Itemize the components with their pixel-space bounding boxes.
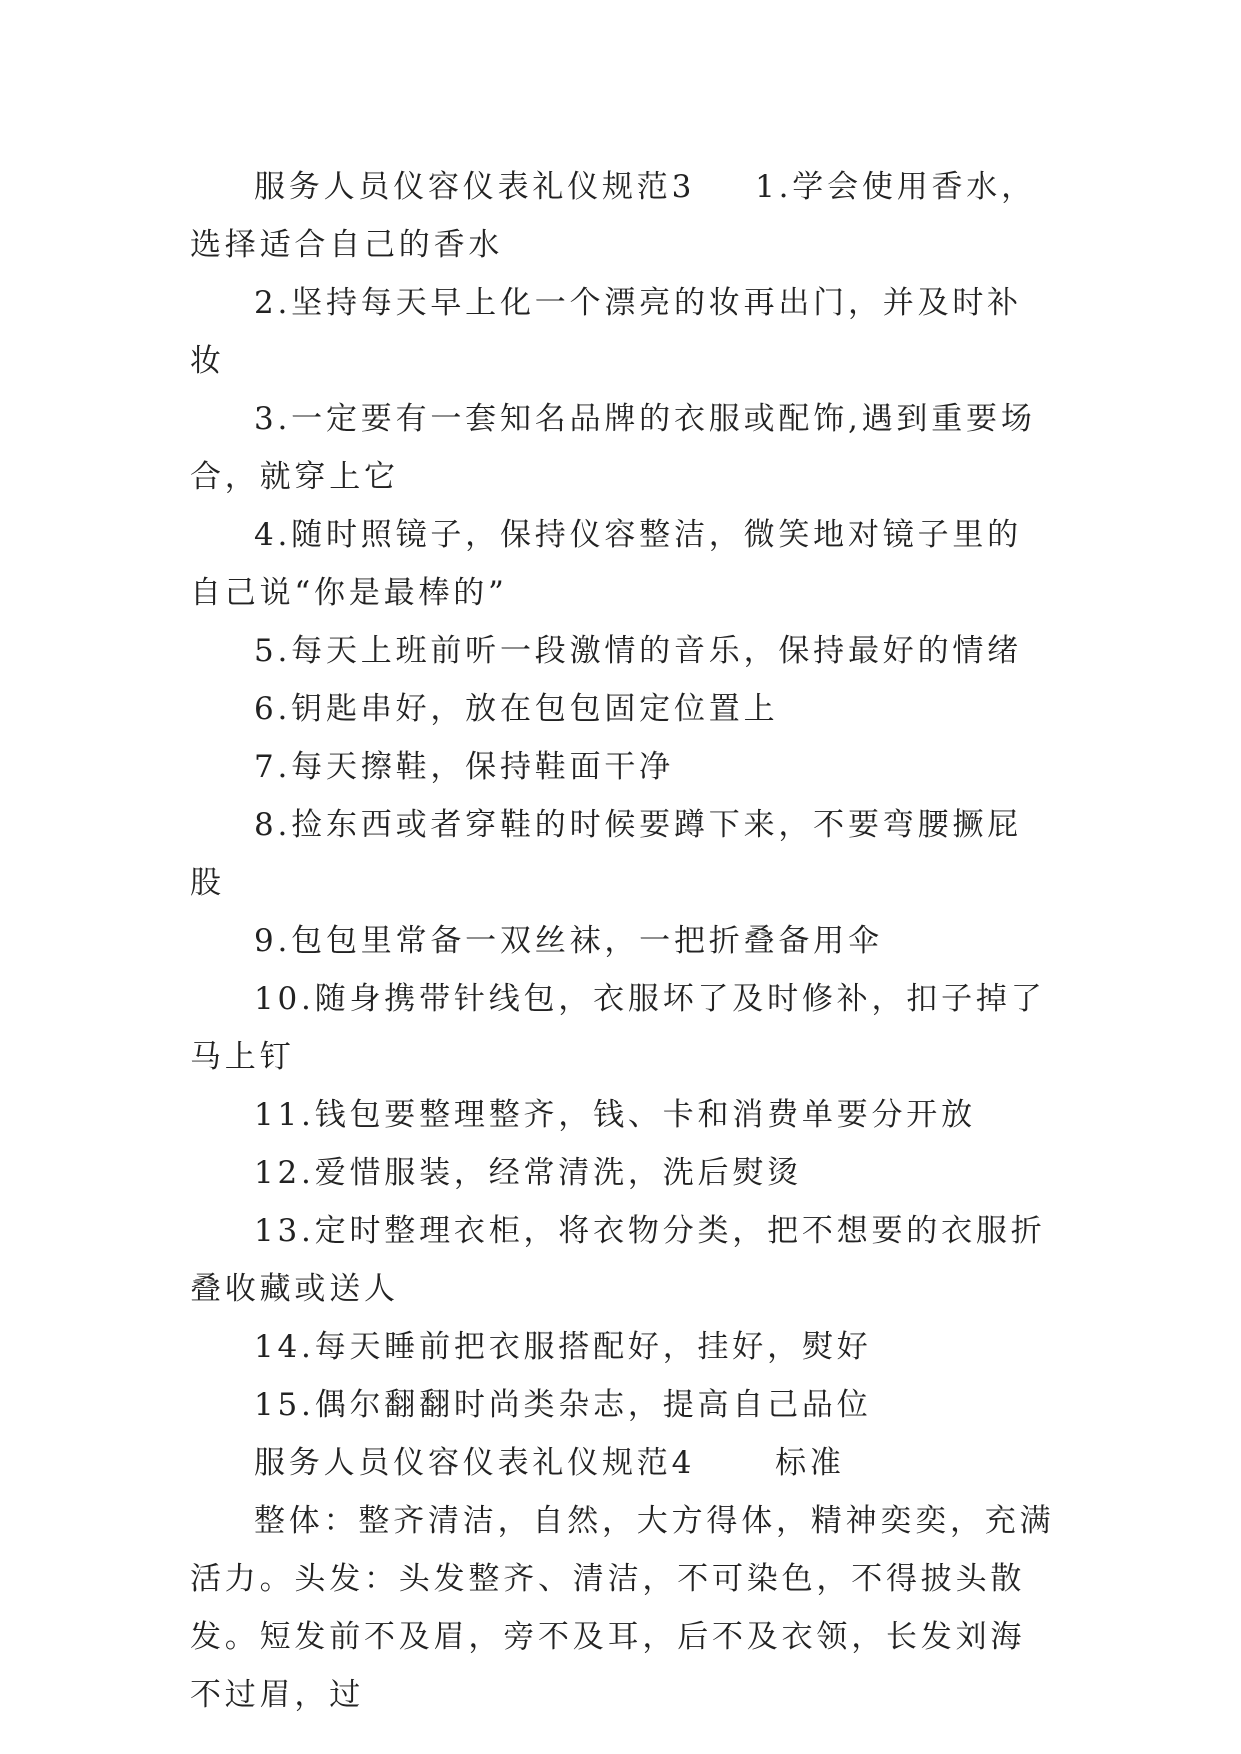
item-1: 1.学会使用香水，选择适合自己的香水 bbox=[190, 169, 1036, 263]
document-body bbox=[190, 158, 1055, 1724]
item-11: 11.钱包要整理整齐，钱、卡和消费单要分开放 bbox=[254, 1097, 976, 1133]
item-13: 13.定时整理衣柜，将衣物分类，把不想要的衣服折叠收藏或送人 bbox=[190, 1213, 1046, 1307]
item-12: 12.爱惜服装，经常清洗，洗后熨烫 bbox=[254, 1155, 802, 1191]
item-15: 15.偶尔翻翻时尚类杂志，提高自己品位 bbox=[254, 1387, 872, 1423]
item-4: 4.随时照镜子，保持仪容整洁，微笑地对镜子里的自己说“你是最棒的” bbox=[190, 517, 1022, 611]
item-2: 2.坚持每天早上化一个漂亮的妆再出门，并及时补妆 bbox=[190, 285, 1022, 379]
item-6: 6.钥匙串好，放在包包固定位置上 bbox=[254, 691, 779, 727]
item-3: 3.一定要有一套知名品牌的衣服或配饰,遇到重要场合，就穿上它 bbox=[190, 401, 1036, 495]
item-14: 14.每天睡前把衣服搭配好，挂好，熨好 bbox=[254, 1329, 872, 1365]
section-3-title: 服务人员仪容仪表礼仪规范3 bbox=[254, 169, 696, 205]
item-7: 7.每天擦鞋，保持鞋面干净 bbox=[254, 749, 674, 785]
item-5: 5.每天上班前听一段激情的音乐，保持最好的情绪 bbox=[254, 633, 1022, 669]
section-4-title: 服务人员仪容仪表礼仪规范4 bbox=[254, 1445, 696, 1481]
item-10: 10.随身携带针线包，衣服坏了及时修补，扣子掉了马上钉 bbox=[190, 981, 1046, 1075]
item-8: 8.捡东西或者穿鞋的时候要蹲下来，不要弯腰撅屁股 bbox=[190, 807, 1022, 901]
section-4-subtitle: 标准 bbox=[775, 1445, 845, 1481]
section-3-heading-paragraph bbox=[190, 158, 1055, 274]
section-4-heading-paragraph bbox=[190, 1434, 1055, 1492]
standards-paragraph: 整体：整齐清洁，自然，大方得体，精神奕奕，充满活力。头发：头发整齐、清洁，不可染色，不得披头散发。短发前不及眉，旁不及耳，后不及衣领，长发刘海不过眉，过 bbox=[190, 1503, 1055, 1713]
item-9: 9.包包里常备一双丝袜，一把折叠备用伞 bbox=[254, 923, 883, 959]
